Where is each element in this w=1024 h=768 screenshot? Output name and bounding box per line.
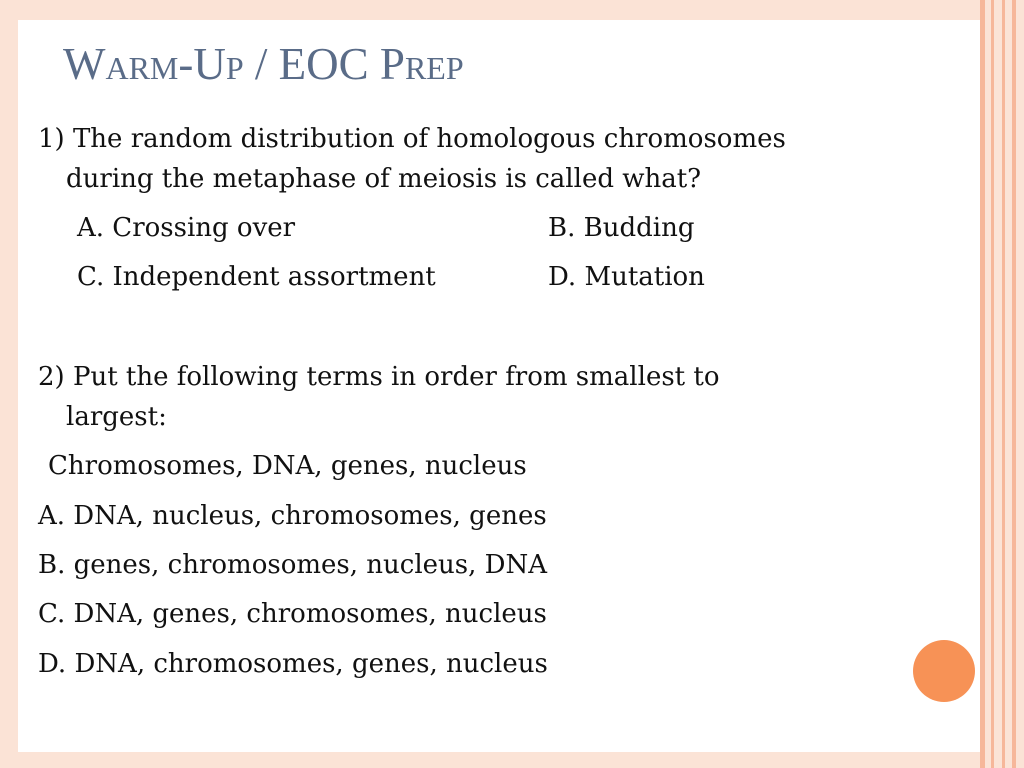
question-2-option-b: B. genes, chromosomes, nucleus, DNA <box>38 550 548 580</box>
question-2-option-c: C. DNA, genes, chromosomes, nucleus <box>38 599 547 629</box>
frame-bottom <box>0 752 982 768</box>
frame-top <box>0 0 982 20</box>
question-2-option-d: D. DNA, chromosomes, genes, nucleus <box>38 649 548 679</box>
accent-circle <box>913 640 975 702</box>
question-2-terms: Chromosomes, DNA, genes, nucleus <box>48 451 527 481</box>
frame-left <box>0 0 18 768</box>
question-1-line-2: during the metaphase of meiosis is called what? <box>66 164 702 194</box>
question-1-line-1: 1) The random distribution of homologous chromosomes <box>38 124 786 154</box>
question-1-option-d: D. Mutation <box>548 262 705 292</box>
right-stripe <box>994 0 1002 768</box>
slide-title: Warm-Up / EOC Prep <box>63 39 464 89</box>
question-2-line-1: 2) Put the following terms in order from smallest to <box>38 362 720 392</box>
question-2-line-2: largest: <box>66 402 167 432</box>
question-1-option-c: C. Independent assortment <box>77 262 436 292</box>
right-stripe <box>1005 0 1012 768</box>
question-2-option-a: A. DNA, nucleus, chromosomes, genes <box>38 501 547 531</box>
question-1-option-b: B. Budding <box>548 213 695 243</box>
question-1-option-a: A. Crossing over <box>77 213 296 243</box>
right-stripe <box>1016 0 1024 768</box>
